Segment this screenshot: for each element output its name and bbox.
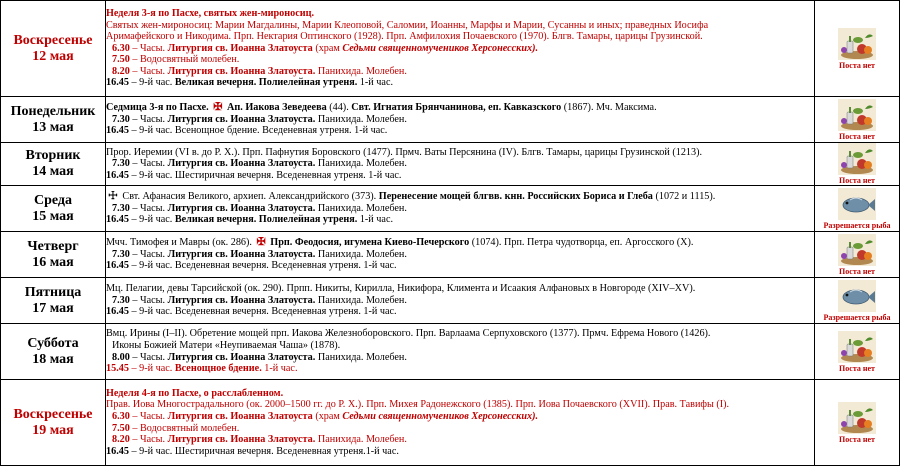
food-basket-icon bbox=[838, 402, 876, 434]
day-date: 14 мая bbox=[32, 164, 74, 179]
day-date: 16 мая bbox=[32, 254, 74, 270]
day-cell bbox=[1, 278, 106, 324]
service-line: 8.20 – Часы. Литургия св. Иоанна Златоуста. Панихида. Молебен. bbox=[112, 65, 407, 77]
saints-line: Мчч. Тимофея и Мавры (ок. 286). ✠ Прп. Феодосия, игумена Киево-Печерского (1074). Прп. Петра чудотворца, еп. Аргосского (X). bbox=[106, 237, 694, 249]
schedule-row bbox=[1, 97, 900, 143]
service-line: 8.20 – Часы. Литургия св. Иоанна Златоуста. Панихида. Молебен. bbox=[112, 434, 407, 446]
service-line: 8.00 – Часы. Литургия св. Иоанна Златоуста. Панихида. Молебен. bbox=[112, 351, 407, 363]
service-time: 7.30 bbox=[112, 113, 130, 125]
saints-line: Вмц. Ирины (I–II). Обретение мощей прп. Иакова Железноборовского. Прп. Варлаама Серпуховского (1377). Прмч. Ефрема Нового (1426). bbox=[106, 328, 711, 340]
day-cell bbox=[1, 232, 106, 278]
service-description bbox=[106, 1, 815, 97]
day-cell bbox=[1, 97, 106, 143]
day-name: Воскресенье bbox=[13, 32, 93, 48]
service-line: 7.50 – Водосвятный молебен. bbox=[112, 54, 240, 66]
fast-label: Разрешается рыба bbox=[823, 220, 891, 230]
day-date: 12 мая bbox=[32, 48, 74, 64]
service-line: 7.50 – Водосвятный молебен. bbox=[112, 422, 240, 434]
service-description bbox=[106, 186, 815, 232]
day-cell bbox=[1, 324, 106, 380]
service-line: 7.30 – Часы. Литургия св. Иоанна Златоуста. Панихида. Молебен. bbox=[112, 113, 407, 125]
fast-cell bbox=[815, 278, 900, 324]
service-time: 6.30 bbox=[112, 410, 130, 422]
day-date: 13 мая bbox=[32, 119, 74, 135]
day-cell bbox=[1, 143, 106, 186]
fast-cell bbox=[815, 143, 900, 186]
service-description bbox=[106, 232, 815, 278]
saints-line: Мц. Пелагии, девы Тарсийской (ок. 290). Прпп. Никиты, Кирилла, Никифора, Климента и Исаакия Алфановых в Новгороде (XIV–XV). bbox=[106, 283, 696, 295]
fish-icon bbox=[838, 188, 876, 220]
service-description bbox=[106, 278, 815, 324]
fast-cell bbox=[815, 232, 900, 278]
service-time: 7.30 bbox=[112, 158, 130, 170]
service-time: 8.20 bbox=[112, 65, 130, 77]
day-name: Воскресенье bbox=[13, 406, 93, 422]
saints-line: Аримафейского и Никодима. Прп. Нектария Оптинского (1928). Прп. Амфилохия Почаевского (1970). Блгв. Тамары, царицы Грузинской. bbox=[106, 31, 703, 43]
service-time: 6.30 bbox=[112, 42, 130, 54]
service-description bbox=[106, 143, 815, 186]
fast-cell bbox=[815, 380, 900, 466]
service-description bbox=[106, 324, 815, 380]
schedule-row bbox=[1, 380, 900, 466]
fast-cell bbox=[815, 186, 900, 232]
food-basket-icon bbox=[838, 28, 876, 60]
service-line: 16.45 – 9-й час. Всенощное бдение. Вседеневная утреня. 1-й час. bbox=[106, 125, 388, 137]
day-date: 17 мая bbox=[32, 300, 74, 316]
service-time: 16.45 bbox=[106, 125, 129, 137]
food-basket-icon bbox=[838, 331, 876, 363]
day-name: Четверг bbox=[27, 238, 79, 254]
service-line: 15.45 – 9-й час. Всенощное бдение. 1-й час. bbox=[106, 363, 298, 375]
red-cross-icon: ✠ bbox=[256, 237, 266, 249]
service-line: 6.30 – Часы. Литургия св. Иоанна Златоуста (храм Седьми священномучеников Херсонесских). bbox=[112, 42, 539, 54]
day-name: Пятница bbox=[24, 284, 82, 300]
day-name: Суббота bbox=[27, 335, 79, 351]
day-name: Понедельник bbox=[10, 103, 96, 119]
service-time: 16.45 bbox=[106, 260, 129, 272]
service-time: 16.45 bbox=[106, 306, 129, 318]
day-date: 19 мая bbox=[32, 422, 74, 438]
saints-line: Седмица 3-я по Пасхе. ✠ Ап. Иакова Зеведеева (44). Свт. Игнатия Брянчанинова, еп. Кавказского (1867). Мч. Максима. bbox=[106, 102, 657, 114]
service-description bbox=[106, 97, 815, 143]
service-time: 7.30 bbox=[112, 294, 130, 306]
fast-cell bbox=[815, 324, 900, 380]
service-time: 16.45 bbox=[106, 169, 129, 181]
food-basket-icon bbox=[838, 234, 876, 266]
service-time: 7.30 bbox=[112, 248, 130, 260]
saints-line: ☩ Свт. Афанасия Великого, архиеп. Александрийского (373). Перенесение мощей блгвв. кнн. Российских Бориса и Глеба (1072 и 1115). bbox=[108, 191, 716, 203]
service-line: 7.30 – Часы. Литургия св. Иоанна Златоуста. Панихида. Молебен. bbox=[112, 202, 407, 214]
service-line: 16.45 – 9-й час. Шестиричная вечерня. Вседеневная утреня. 1-й час. bbox=[106, 169, 402, 181]
day-cell bbox=[1, 186, 106, 232]
service-time: 8.20 bbox=[112, 434, 130, 446]
service-line: 7.30 – Часы. Литургия св. Иоанна Златоуста. Панихида. Молебен. bbox=[112, 294, 407, 306]
service-line: 7.30 – Часы. Литургия св. Иоанна Златоуста. Панихида. Молебен. bbox=[112, 248, 407, 260]
service-line: 16.45 – 9-й час. Великая вечерня. Полиелейная утреня. 1-й час. bbox=[106, 77, 394, 89]
food-basket-icon bbox=[838, 143, 876, 175]
service-line: 16.45 – 9-й час. Шестиричная вечерня. Вседеневная утреня.1-й час. bbox=[106, 445, 399, 457]
service-time: 15.45 bbox=[106, 363, 129, 375]
day-name: Среда bbox=[33, 192, 72, 208]
service-line: 16.45 – 9-й час. Вседеневная вечерня. Вседеневная утреня. 1-й час. bbox=[106, 306, 397, 318]
fast-cell bbox=[815, 97, 900, 143]
service-time: 7.50 bbox=[112, 54, 130, 66]
saints-line: Прав. Иова Многострадального (ок. 2000–1500 гг. до Р. Х.). Прп. Михея Радонежского (1385). Прп. Иова Почаевского (XVII). Прав. Тавифы (I). bbox=[106, 399, 730, 411]
red-cross-icon: ✠ bbox=[213, 102, 223, 114]
service-line: 6.30 – Часы. Литургия св. Иоанна Златоуста (храм Седьми священномучеников Херсонесских). bbox=[112, 410, 539, 422]
schedule-row bbox=[1, 278, 900, 324]
day-cell bbox=[1, 1, 106, 97]
feast-title: Неделя 3-я по Пасхе, святых жен-мироносиц. bbox=[106, 7, 315, 19]
fast-label: Поста нет bbox=[839, 60, 875, 70]
day-date: 18 мая bbox=[32, 351, 74, 367]
service-description bbox=[106, 380, 815, 466]
day-date: 15 мая bbox=[32, 208, 74, 224]
fast-label: Разрешается рыба bbox=[823, 312, 891, 322]
fast-label: Поста нет bbox=[839, 176, 875, 185]
schedule-row bbox=[1, 186, 900, 232]
service-line: 16.45 – 9-й час. Вседеневная вечерня. Вседеневная утреня. 1-й час. bbox=[106, 260, 397, 272]
service-time: 7.30 bbox=[112, 202, 130, 214]
feast-title: Неделя 4-я по Пасхе, о расслабленном. bbox=[106, 387, 284, 399]
schedule-row bbox=[1, 143, 900, 186]
fast-label: Поста нет bbox=[839, 131, 875, 141]
schedule-row bbox=[1, 232, 900, 278]
saints-line: Святых жен-мироносиц: Марии Магдалины, Марии Клеоповой, Саломии, Иоанны, Марфы и Марии, Сусанны и иных; праведных Иосифа bbox=[106, 19, 709, 31]
service-time: 16.45 bbox=[106, 77, 129, 89]
schedule-row bbox=[1, 324, 900, 380]
service-time: 7.50 bbox=[112, 422, 130, 434]
day-cell bbox=[1, 380, 106, 466]
schedule-row bbox=[1, 1, 900, 97]
fast-label: Поста нет bbox=[839, 363, 875, 373]
service-time: 16.45 bbox=[106, 445, 129, 457]
service-time: 16.45 bbox=[106, 214, 129, 226]
service-line: 16.45 – 9-й час. Великая вечерня. Полиелейная утреня. 1-й час. bbox=[106, 214, 394, 226]
saints-line: Иконы Божией Матери «Неупиваемая Чаша» (1878). bbox=[112, 339, 341, 351]
food-basket-icon bbox=[838, 99, 876, 131]
fish-icon bbox=[838, 280, 876, 312]
black-cross-icon: ☩ bbox=[108, 191, 118, 203]
service-time: 8.00 bbox=[112, 351, 130, 363]
fast-label: Поста нет bbox=[839, 434, 875, 444]
saints-line: Прор. Иеремии (VI в. до Р. Х.). Прп. Пафнутия Боровского (1477). Прмч. Ваты Персянина (IV). Блгв. Тамары, царицы Грузинской (1213). bbox=[106, 146, 703, 158]
fast-cell bbox=[815, 1, 900, 97]
day-name: Вторник bbox=[25, 148, 81, 163]
fast-label: Поста нет bbox=[839, 266, 875, 276]
service-line: 7.30 – Часы. Литургия св. Иоанна Златоуста. Панихида. Молебен. bbox=[112, 158, 407, 170]
